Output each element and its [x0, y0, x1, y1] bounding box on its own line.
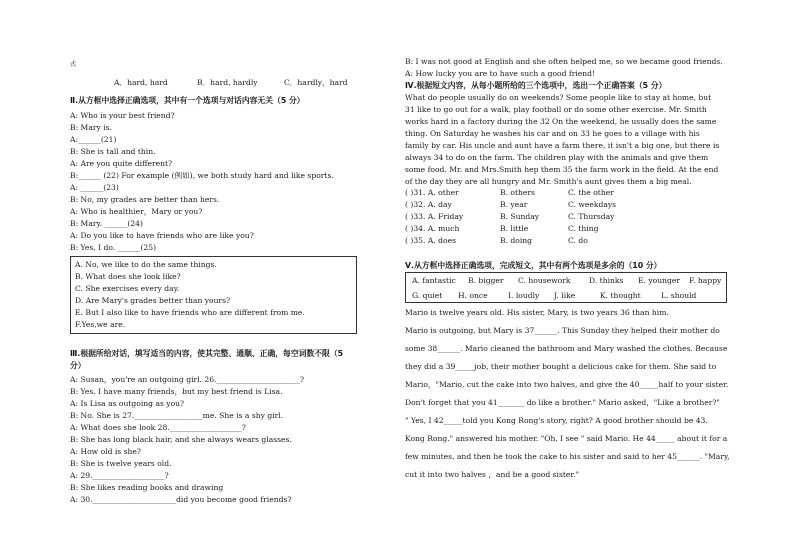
word-option: G. quiet: [412, 291, 443, 300]
choice-33-a: ( )33. A. Friday: [405, 212, 464, 221]
box-option: C. She exercises every day.: [75, 284, 180, 293]
passage-line: cut it into two halves ，and be a good sister.": [405, 470, 580, 479]
dialog-line: B: No. She is 27.__________________me. She is a shy girl.: [70, 411, 284, 420]
choice-33-c: C. Thursday: [568, 212, 615, 221]
dialog-line: B: Mary is.: [70, 123, 112, 132]
dialog-line: A: Who is your best friend?: [70, 111, 175, 120]
choice-31-b: B. others: [500, 188, 535, 197]
box-option: E. But I also like to have friends who are different from me.: [75, 308, 305, 317]
dialog-line: B: No, my grades are better than hers.: [70, 195, 220, 204]
choice-32-c: C. weekdays: [568, 200, 617, 209]
passage-line: 31 like to go out for a walk, play football or do some other exercise. Mr. Smith: [405, 105, 707, 114]
choice-34-a: ( )34. A. much: [405, 224, 460, 233]
choice-31-c: C. the other: [568, 188, 614, 197]
passage-line: few minutes, and then he took the cake to his sister and said to her 45______. "Mary,: [405, 452, 730, 461]
word-option: B. bigger: [468, 276, 504, 285]
word-option: E. younger: [638, 276, 680, 285]
dialog-line: A: Is Lisa as outgoing as you?: [70, 399, 185, 408]
passage-line: works hard in a factory during the 32 On the weekend, he usually does the same: [405, 117, 717, 126]
dialog-line: A: Who is healthier，Mary or you?: [70, 207, 203, 216]
passage-line: Mario is outgoing, but Mary is 37______. This Sunday they helped their mother do: [405, 326, 720, 335]
choice-35-c: C. do: [568, 236, 588, 245]
passage-line: some food. Mr. and Mrs.Smith hep them 35 the farm work in the field. At the end: [405, 165, 719, 174]
word-option: A. fantastic: [412, 276, 456, 285]
dialog-line: A: Are you quite different?: [70, 159, 173, 168]
dialog-line: B: She likes reading books and drawing: [70, 483, 224, 492]
word-option: K. thought: [600, 291, 641, 300]
dialog-line: B: Yes, I do. ______(25): [70, 243, 157, 252]
dialog-line: A: 30.______________________did you become good friends?: [70, 495, 292, 504]
passage-line: thing. On Saturday he washes his car and on 33 he goes to a village with his: [405, 129, 700, 138]
choice-33-b: B. Sunday: [500, 212, 540, 221]
dialog-line: A: How lucky you are to have such a good friend!: [405, 69, 596, 78]
passage-line: family by car. His uncle and aunt have a farm there, it isn't a big one, but there is: [405, 141, 720, 150]
box-option: F.Yes,we are.: [75, 320, 126, 329]
section-3-title: Ⅲ.根据所给对话，填写适当的内容，使其完整、通顺、正确，每空词数不限（5: [70, 349, 344, 358]
word-bank-box: [405, 272, 727, 303]
choice-34-b: B. little: [500, 224, 529, 233]
passage-line: some 38______. Mario cleaned the bathroom and Mary washed the clothes. Because: [405, 344, 728, 353]
options-box: [70, 256, 357, 334]
box-option: A. No, we like to do the same things.: [75, 260, 217, 269]
choice-34-c: C. thing: [568, 224, 599, 233]
page-fragment: 式: [70, 61, 77, 68]
word-option: J. like: [554, 291, 576, 300]
dialog-line: A: 29.___________________?: [70, 471, 169, 480]
passage-line: Mario is twelve years old. His sister, Mary, is two years 36 than him.: [405, 308, 669, 317]
passage-line: Don't forget that you 41_______ do like a brother." Mario asked，"Like a brother?": [405, 398, 720, 407]
dialog-line: A: Do you like to have friends who are like you?: [70, 231, 254, 240]
option-b: B．hard, hardly: [197, 78, 258, 87]
dialog-line: B: She is twelve years old.: [70, 459, 172, 468]
dialog-line: A: ______(23): [70, 183, 119, 192]
choice-35-a: ( )35. A. does: [405, 236, 456, 245]
section-4-title: Ⅳ.根据短文内容，从每小题所给的三个选项中，选出一个正确答案（5 分）: [405, 81, 667, 90]
word-option: D. thinks: [589, 276, 624, 285]
box-option: D. Are Mary's grades better than yours?: [75, 296, 231, 305]
passage-line: " Yes, I 42_____told you Kong Rong's story, right? A good brother should be 43.: [405, 416, 708, 425]
dialog-line: B: Yes. I have many friends，but my best friend is Lisa.: [70, 387, 283, 396]
option-c: C．hardly，hard: [284, 78, 348, 87]
section-5-title: Ⅴ.从方框中选择正确选项，完成短文，其中有两个选项是多余的（10 分）: [405, 261, 662, 270]
dialog-line: B:______ (22) For example (例如), we both study hard and like sports.: [70, 171, 334, 180]
passage-line: they did a 39_____job, their mother bought a delicious cake for them. She said to: [405, 362, 717, 371]
passage-line: What do people usually do on weekends? Some people like to stay at home, but: [405, 93, 712, 102]
passage-line: of the day they are all hungry and Mr. Smith's aunt gives them a big meal.: [405, 177, 692, 186]
dialog-line: B: I was not good at English and she often helped me, so we became good friends.: [405, 57, 723, 66]
section-2-title: Ⅱ.从方框中选择正确选项，其中有一个选项与对话内容无关（5 分）: [70, 96, 305, 105]
word-option: L. should: [661, 291, 697, 300]
word-option: F. happy: [689, 276, 722, 285]
dialog-line: A: How old is she?: [70, 447, 141, 456]
passage-line: always 34 to do on the farm. The children play with the animals and give them: [405, 153, 709, 162]
choice-32-b: B. year: [500, 200, 528, 209]
dialog-line: B: Mary. ______(24): [70, 219, 143, 228]
dialog-line: A:______(21): [70, 135, 117, 144]
choice-31-a: ( )31. A. other: [405, 188, 459, 197]
box-option: B. What does she look like?: [75, 272, 181, 281]
choice-32-a: ( )32. A. day: [405, 200, 452, 209]
word-option: C. housework: [518, 276, 571, 285]
word-option: H. once: [458, 291, 488, 300]
passage-line: Mario，"Mario, cut the cake into two halves, and give the 40_____half to your sister.: [405, 380, 729, 389]
dialog-line: A: Susan，you're an outgoing girl. 26.______________________?: [70, 375, 305, 384]
dialog-line: B: She has long black hair, and she always wears glasses.: [70, 435, 292, 444]
dialog-line: A: What does she look 28.___________________?: [70, 423, 246, 432]
choice-35-b: B. doing: [500, 236, 533, 245]
dialog-line: B: She is tall and thin.: [70, 147, 156, 156]
option-a: A．hard, hard: [114, 78, 168, 87]
section-3-title-cont: 分）: [70, 361, 86, 370]
word-option: I. loudly: [508, 291, 540, 300]
passage-line: Kong Rong." answered his mother. "Oh, I see " said Mario. He 44_____ about it for a: [405, 434, 728, 443]
